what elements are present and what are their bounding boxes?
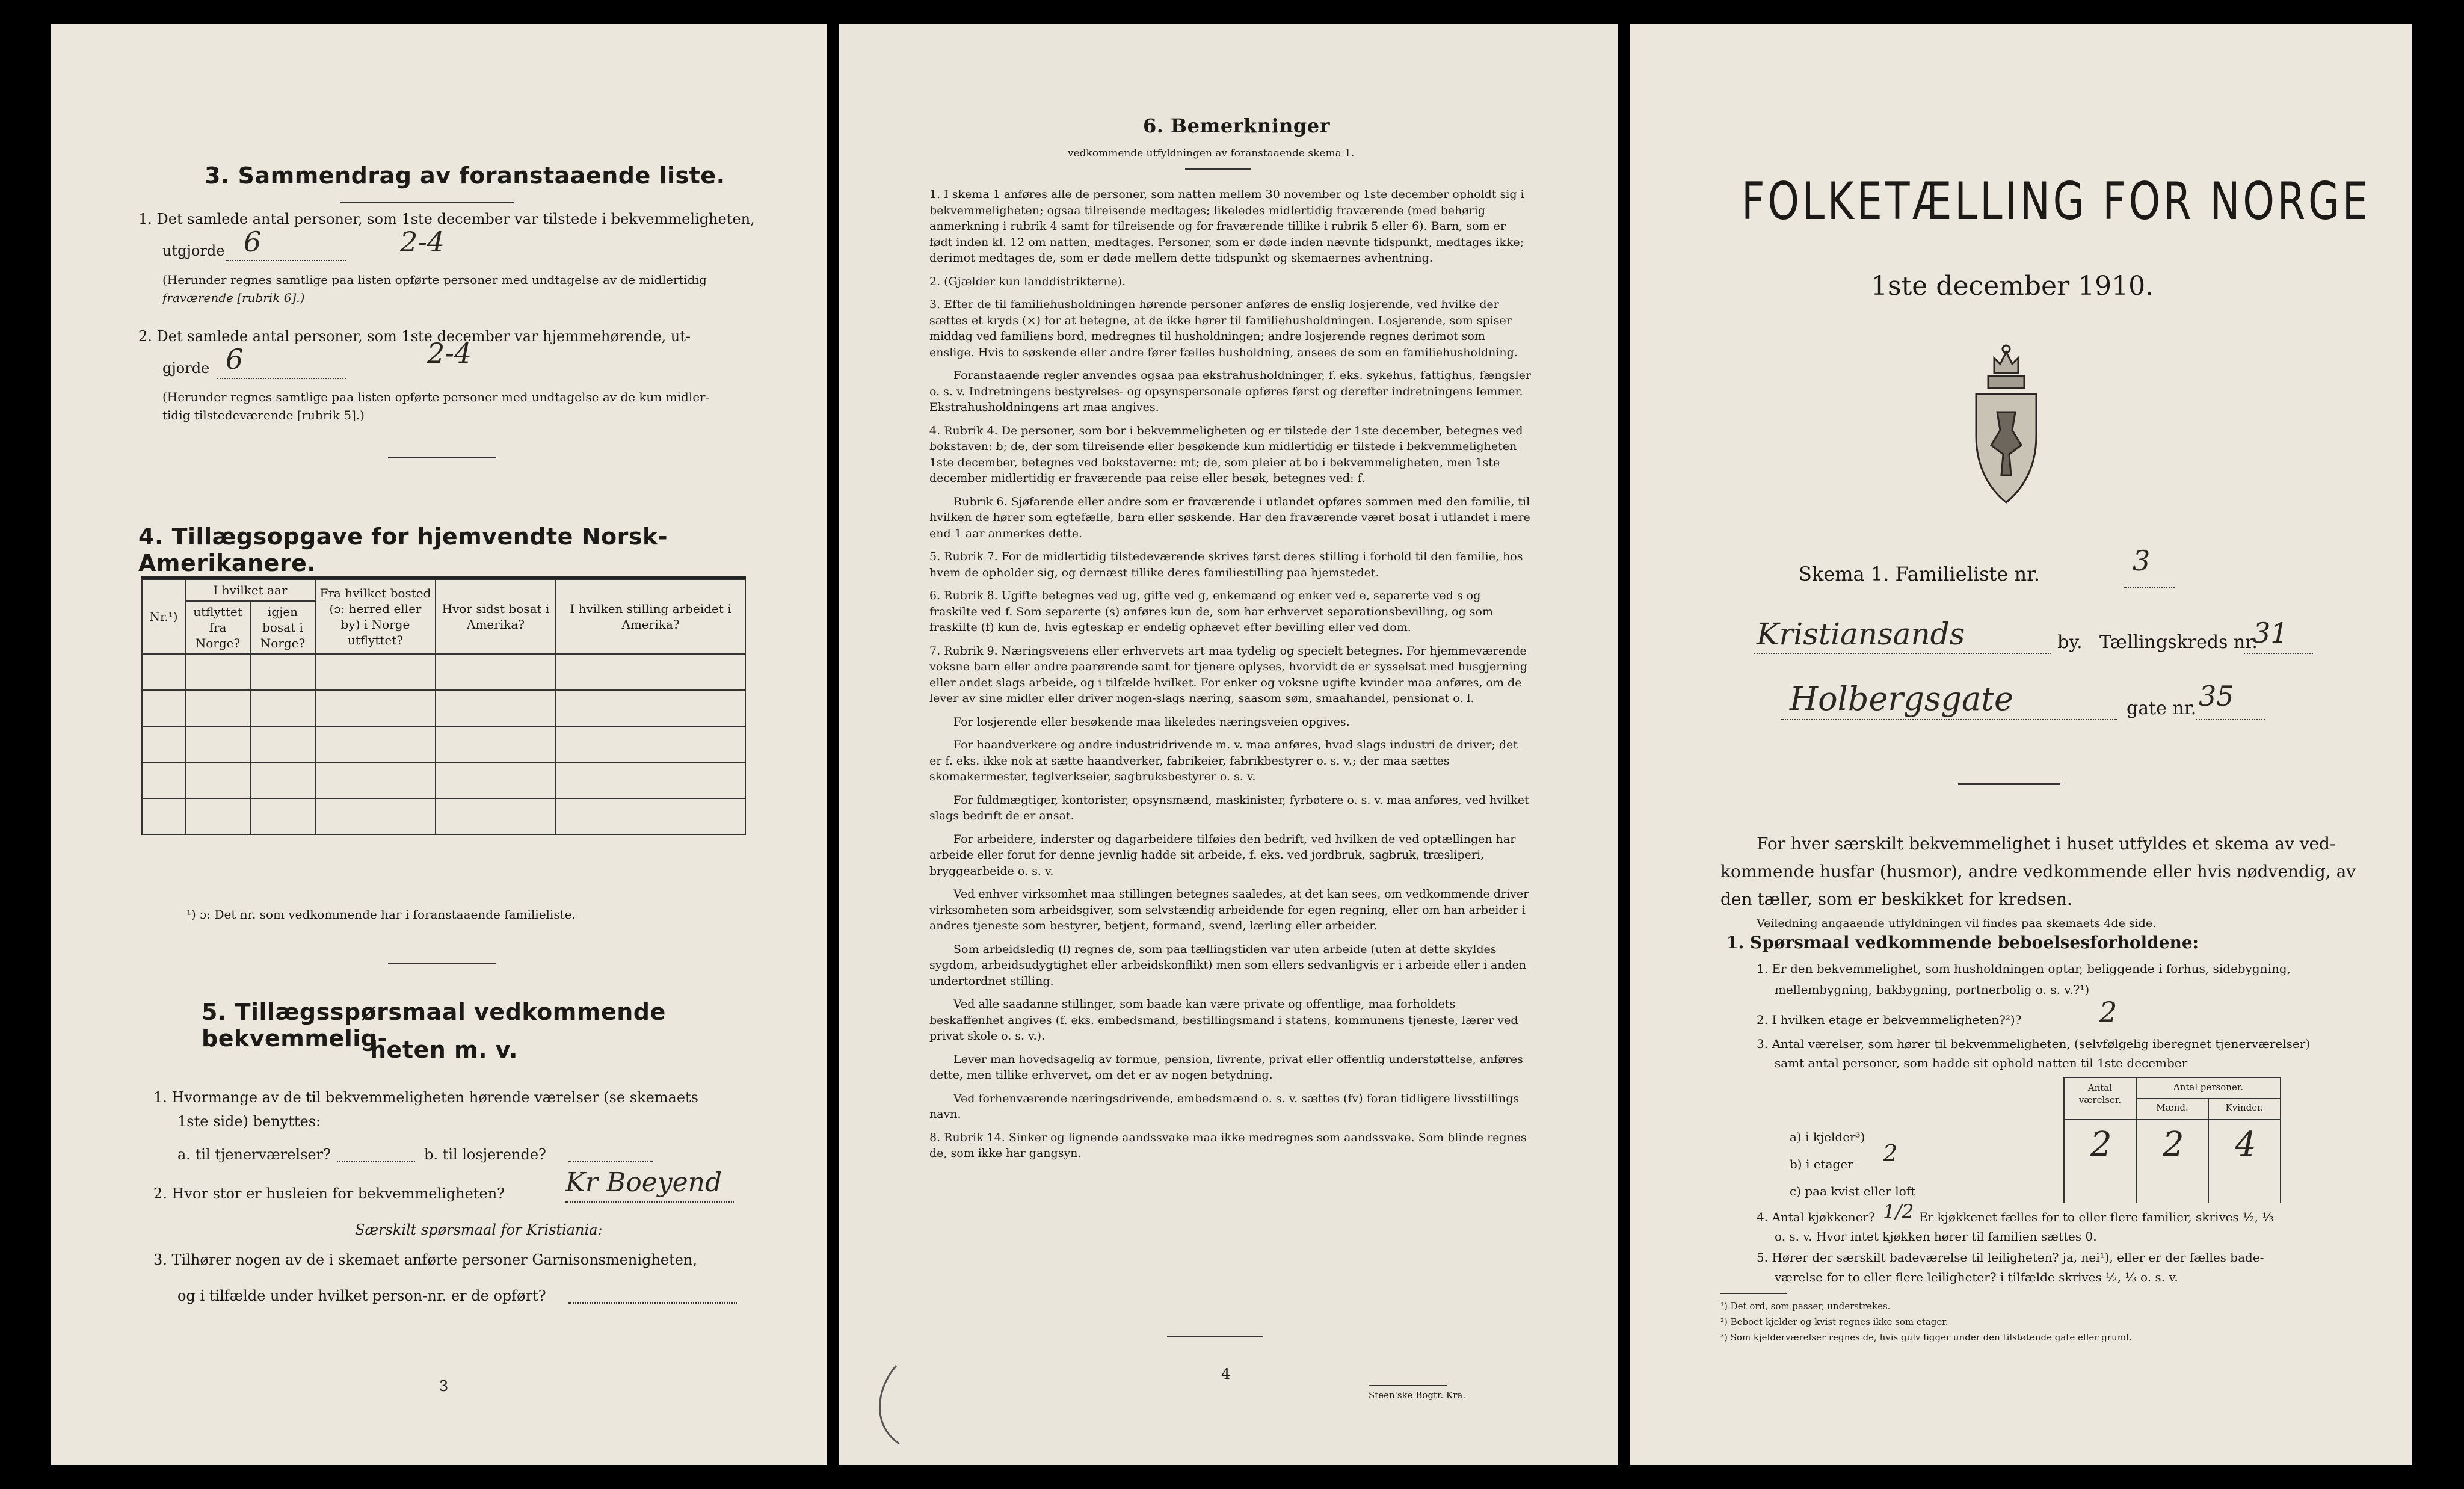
q5-line-1: 5. Hører der særskilt badeværelse til leiligheten? ja, nei¹), eller er der fælles bade- [1757, 1250, 2264, 1265]
s5-q2: 2. Hvor stor er husleien for bekvemmeligheten? [153, 1185, 505, 1202]
intro-4: Veiledning angaaende utfyldningen vil findes paa skemaets 4de side. [1757, 917, 2157, 930]
q2-handwritten-count: 2-4 [427, 337, 472, 369]
remarks-list [929, 187, 1531, 1169]
col-kvinder: Kvinder. [2225, 1102, 2264, 1113]
intro-3: den tæller, som er beskikket for kredsen. [1720, 889, 2072, 909]
printer-rule [1369, 1385, 1447, 1386]
col-maend: Mænd. [2156, 1102, 2188, 1113]
familieliste-nr-handwritten: 3 [2133, 544, 2151, 577]
divider [340, 202, 514, 203]
page-number: 4 [1221, 1366, 1231, 1383]
table-left-border [2063, 1077, 2065, 1203]
remark-paragraph: 1. I skema 1 anføres alle de personer, som natten mellem 30 november og 1ste december opholdt sig i bekvemmeligheten; ogsaa tilreisende medtages; likeledes midlertidig fraværende (med behørig anmerkning i rubrik 4 samt for tilreisende og for fraværende tillike i rubrik 5 eller 6). Barn, som er født inden kl. 12 om natten, medtages. Personer, som er døde inden nævnte tidspunkt, medtages ikke; derimot medtages de, som er døde mellem dette tidspunkt og skemaernes avhentning. [929, 188, 1524, 265]
col-utflyttet: utflyttet fra Norge? [185, 601, 250, 654]
remark-paragraph: 6. Rubrik 8. Ugifte betegnes ved ug, gifte ved g, enkemænd og enker ved e, separerte ved s og fraskilte ved f. Som separerte (s) anføres kun de, som har erhvervet separationsbevilling, og som fraskilte (f) kun de, hvis egteskap er endelig ophævet efter bevilling eller ved dom. [929, 589, 1494, 634]
remark-paragraph: Som arbeidsledig (l) regnes de, som paa tællingstiden var uten arbeide (uten at dette skyldes sygdom, arbeidsudygtighet eller arbeidskonflikt) men som ellers sedvanligvis er i arbeide eller i anden undertordnet stilling. [929, 942, 1527, 988]
table-row [142, 654, 745, 690]
s5-q1-line-2: 1ste side) benyttes: [177, 1113, 321, 1130]
city-label: by. [2057, 632, 2083, 653]
row-kjelder: a) i kjelder³) [1790, 1130, 1865, 1144]
census-date: 1ste december 1910. [1871, 271, 2154, 301]
footnote-3: ³) Som kjelderværelser regnes de, hvis gulv ligger under den tilstøtende gate eller grund. [1720, 1332, 2132, 1343]
q1-handwritten-present: 6 [244, 226, 262, 258]
s5-q3-line [568, 1302, 737, 1304]
q2-note-1: (Herunder regnes samtlige paa listen opførte personer med undtagelse av de kun midler- [162, 390, 710, 404]
s5-q2-line [565, 1201, 734, 1203]
remark-paragraph: 3. Efter de til familiehusholdningen hørende personer anføres de enslig losjerende, ved hvilke der sættes et kryds (×) for at betegne, at de ikke hører til familiehusholdningen. Losjerende, som spiser middag ved familiens bord, medregnes til husholdningen; andre losjerende regnes derimot som enslige. Hvis to søskende eller andre fører fælles husholdning, ansees de som en familiehusholdning. [929, 298, 1518, 359]
s5-q1-b: b. til losjerende? [424, 1146, 546, 1163]
table-header-rule [2063, 1119, 2281, 1120]
value-kvinder: 4 [2235, 1125, 2256, 1164]
col-i-hvilket-aar: I hvilket aar [185, 579, 315, 601]
gate-line [2196, 719, 2265, 720]
page-3 [51, 24, 827, 1465]
q2-text: 2. Det samlede antal personer, som 1ste december var hjemmehørende, ut- [138, 328, 691, 345]
pencil-stroke [863, 1360, 911, 1450]
q2-note-2: tidig tilstedeværende [rubrik 5].) [162, 408, 365, 422]
table-row [142, 798, 745, 834]
remark-paragraph: 5. Rubrik 7. For de midlertidig tilstedeværende skrives først deres stilling i forhold til den familie, hos hvem de opholder sig, og dernæst tillike deres familiestilling paa hjemstedet. [929, 550, 1523, 579]
table-row [142, 726, 745, 762]
col-stilling: I hvilken stilling arbeidet i Amerika? [556, 579, 745, 654]
footnote-1: ¹) Det ord, som passer, understrekes. [1720, 1301, 1891, 1312]
q1-line-1: 1. Er den bekvemmelighet, som husholdningen optar, beliggende i forhus, sidebygning, [1757, 961, 2291, 976]
s5-q1-a: a. til tjenerværelser? [177, 1146, 331, 1163]
col-fra-bosted: Fra hvilket bosted (ɔ: herred eller by) i Norge utflyttet? [315, 579, 436, 654]
s5-q2-handwritten: Kr Boeyend [565, 1167, 722, 1198]
q1-lead: utgjorde [162, 242, 225, 259]
divider [1185, 168, 1251, 170]
remark-paragraph: Ved alle saadanne stillinger, som baade kan være private og offentlige, maa forholdets beskaffenhet angives (f. eks. embedsmand, bestillingsmand i statens, kommunens tjeneste, lærer ved privat skole o. s. v.). [929, 997, 1518, 1043]
section-4-title: 4. Tillægsopgave for hjemvendte Norsk-Amerikanere. [138, 523, 668, 576]
city-line [1754, 653, 2051, 654]
divider [1167, 1336, 1263, 1337]
q4-line-2: o. s. v. Hvor intet kjøkken hører til familien sættes 0. [1775, 1229, 2097, 1244]
q1-note-2: fraværende [rubrik 6].) [162, 291, 305, 305]
col-igjen: igjen bosat i Norge? [250, 601, 315, 654]
norwegian-coat-of-arms-icon [1964, 340, 2048, 514]
city-handwritten: Kristiansands [1757, 617, 1965, 652]
q2-text: 2. I hvilken etage er bekvemmeligheten?²)? [1757, 1013, 2022, 1027]
q1-answer-line [226, 260, 346, 261]
remark-paragraph: 8. Rubrik 14. Sinker og lignende aandssvake maa ikke medregnes som aandssvake. Som blinde regnes de, som ikke har gangsyn. [929, 1130, 1527, 1160]
cover-page [1630, 24, 2412, 1465]
value-maend: 2 [2163, 1125, 2184, 1164]
q2-lead: gjorde [162, 360, 210, 377]
q2-answer-line [217, 378, 346, 379]
footnote-rule [1720, 1293, 1787, 1294]
ornament-divider [1958, 783, 2060, 785]
krets-nr-handwritten: 31 [2253, 617, 2288, 649]
col-nr: Nr.¹) [142, 579, 185, 654]
s5-q3-line-2: og i tilfælde under hvilket person-nr. er de opført? [177, 1287, 546, 1304]
page-number: 3 [439, 1378, 449, 1395]
street-handwritten: Holbergsgate [1790, 680, 2013, 718]
krets-line [2244, 653, 2313, 654]
remark-paragraph: Foranstaaende regler anvendes ogsaa paa ekstrahusholdninger, f. eks. sykehus, fattighus, fængsler o. s. v. Indretningens bestyrelses- og opsynspersonale opføres først og derefter indretningens lemmer. Ekstrahusholdningens art maa angives. [929, 369, 1531, 414]
q1-note-1: (Herunder regnes samtlige paa listen opførte personer med undtagelse av de midlertidig [162, 273, 707, 287]
q4-rest: Er kjøkkenet fælles for to eller flere familier, skrives ½, ⅓ [1919, 1210, 2274, 1224]
divider [388, 963, 496, 964]
footnote-2: ²) Beboet kjelder og kvist regnes ikke som etager. [1720, 1316, 1948, 1327]
row-etager: b) i etager [1790, 1157, 1853, 1171]
remark-paragraph: 4. Rubrik 4. De personer, som bor i bekvemmeligheten og er tilstede der 1ste december, betegnes ved bokstaven: b; de, der som tilreisende eller besøkende kun midlertidig er tilstede i bekvemmeligheten 1ste december, betegnes ved bokstaverne: mt; de, som pleier at bo i bekvemmeligheten, men 1ste december midlertidig er fraværende paa reise eller besøk, betegnes ved: f. [929, 424, 1523, 485]
remark-paragraph: 2. (Gjælder kun landdistrikterne). [929, 274, 1126, 288]
skema-line [2124, 587, 2175, 588]
remark-paragraph: For fuldmægtiger, kontorister, opsynsmænd, maskinister, fyrbøtere o. s. v. maa anføres, ved hvilket slags bedrift de er ansat. [929, 793, 1529, 822]
s5-q1-line-1: 1. Hvormange av de til bekvemmeligheten hørende værelser (se skemaets [153, 1089, 698, 1106]
intro-2: kommende husfar (husmor), andre vedkommende eller hvis nødvendig, av [1720, 862, 2356, 881]
etage-handwritten: 2 [2099, 996, 2118, 1028]
remark-paragraph: Rubrik 6. Sjøfarende eller andre som er fraværende i utlandet opføres sammen med den familie, til hvilken de hører som egtefælle, barn eller søskende. Har den fraværende været bosat i utlandet i mere end 1 aar anmerkes dette. [929, 495, 1530, 540]
section-6-title: 6. Bemerkninger [1143, 114, 1330, 137]
q3-line-2: samt antal personer, som hadde sit ophold natten til 1ste december [1775, 1056, 2188, 1070]
printer-mark: Steen'ske Bogtr. Kra. [1369, 1390, 1466, 1401]
q5-line-2: værelse for to eller flere leiligheter? i tilfælde skrives ½, ⅓ o. s. v. [1775, 1270, 2178, 1284]
q1-handwritten-count: 2-4 [400, 226, 445, 258]
skema-label: Skema 1. Familieliste nr. [1799, 563, 2040, 585]
table-divider [2208, 1098, 2209, 1203]
krets-label: Tællingskreds nr. [2099, 632, 2258, 653]
section-3-title: 3. Sammendrag av foranstaaende liste. [205, 162, 725, 189]
page-4 [839, 24, 1618, 1465]
kjokken-handwritten: 1/2 [1883, 1200, 1914, 1223]
table-inner-rule [2136, 1098, 2281, 1099]
intro-1: For hver særskilt bekvemmelighet i huset utfyldes et skema av ved- [1757, 834, 2336, 854]
q4-text: 4. Antal kjøkkener? [1757, 1210, 1875, 1224]
col-antal-vaerelser: Antal værelser. [2078, 1082, 2122, 1105]
col-antal-personer: Antal personer. [2173, 1082, 2244, 1093]
col-hvor-sidst: Hvor sidst bosat i Amerika? [436, 579, 556, 654]
s5-q3-line-1: 3. Tilhører nogen av de i skemaet anførte personer Garnisonsmenigheten, [153, 1251, 698, 1268]
gate-label: gate nr. [2127, 698, 2197, 719]
table-divider [2136, 1077, 2137, 1203]
street-line [1781, 719, 2118, 720]
q2-handwritten-home: 6 [226, 343, 244, 375]
section-5-title-a: 5. Tillægsspørsmaal vedkommende bekvemmelig- [202, 999, 666, 1052]
q3-line-1: 3. Antal værelser, som hører til bekvemmeligheten, (selvfølgelig iberegnet tjenerværelser) [1757, 1037, 2311, 1051]
q1-line-2: mellembygning, bakbygning, portnerbolig o. s. v.?¹) [1775, 982, 2090, 997]
row-etager-handwritten: 2 [1883, 1140, 1898, 1167]
remark-paragraph: Ved enhver virksomhet maa stillingen betegnes saaledes, at det kan sees, om vedkommende driver virksomheten som arbeidsgiver, som selvstændig arbeidende for egen regning, eller om han arbeider i andres tjeneste som bestyrer, betjent, formand, svend, lærling eller arbeider. [929, 887, 1529, 933]
section-5-title-b: heten m. v. [370, 1037, 518, 1063]
s5-kristiania: Særskilt spørsmaal for Kristiania: [355, 1221, 603, 1238]
remark-paragraph: For arbeidere, inderster og dagarbeidere tilføies den bedrift, ved hvilken de ved optællingen har arbeide eller forut for denne jevnlig hadde sit arbeide, f. eks. ved jordbruk, sagbruk, træsliperi, bryggearbeide o. s. v. [929, 832, 1516, 878]
row-kvist: c) paa kvist eller loft [1790, 1184, 1916, 1198]
s5-q1-a-line [337, 1161, 415, 1162]
section-6-subtitle: vedkommende utfyldningen av foranstaaende skema 1. [1068, 147, 1355, 159]
remark-paragraph: For losjerende eller besøkende maa likeledes næringsveien opgives. [953, 715, 1350, 729]
questions-heading: 1. Spørsmaal vedkommende beboelsesforholdene: [1726, 933, 2199, 952]
s5-q1-b-line [568, 1161, 653, 1162]
remark-paragraph: 7. Rubrik 9. Næringsveiens eller erhvervets art maa tydelig og specielt betegnes. For hjemmeværende voksne barn eller andre paarørende samt for tjenere oplyses, hvorvidt de er sysselsat med husgjerning eller andet slags arbeide, og i tilfælde hvilket. For enker og voksne ugifte kvinder maa anføres, om de lever av sine midler eller driver nogen-slags næring, saasom søm, smaahandel, pensionat o. l. [929, 644, 1528, 705]
table-top-border [2063, 1077, 2281, 1078]
gate-nr-handwritten: 35 [2199, 680, 2234, 712]
q1-text: 1. Det samlede antal personer, som 1ste december var tilstede i bekvemmeligheten, [138, 211, 755, 227]
norsk-amerikanere-table [141, 579, 746, 835]
remark-paragraph: Ved forhenværende næringsdrivende, embedsmænd o. s. v. sættes (fv) foran tidligere livsstillings navn. [929, 1091, 1520, 1121]
table-row [142, 690, 745, 726]
table-footnote: ¹) ɔ: Det nr. som vedkommende har i foranstaaende familieliste. [186, 907, 576, 922]
table-row [142, 762, 745, 798]
divider [388, 457, 496, 458]
remark-paragraph: Lever man hovedsagelig av formue, pension, livrente, privat eller offentlig understøttelse, anføres dette, men tillike erhvervet, om det er av nogen betydning. [929, 1052, 1523, 1082]
table-right-border [2280, 1077, 2281, 1203]
census-title: FOLKETÆLLING FOR NORGE [1742, 171, 2371, 232]
remark-paragraph: For haandverkere og andre industridrivende m. v. maa anføres, hvad slags industri de driver; det er f. eks. ikke nok at sætte haandverker, fabrikeier, fabrikbestyrer o. s. v.; der maa sættes skomakermester, teglverkseier, sagbruksbestyrer o. s. v. [929, 738, 1518, 783]
value-vaerelser: 2 [2090, 1125, 2112, 1164]
